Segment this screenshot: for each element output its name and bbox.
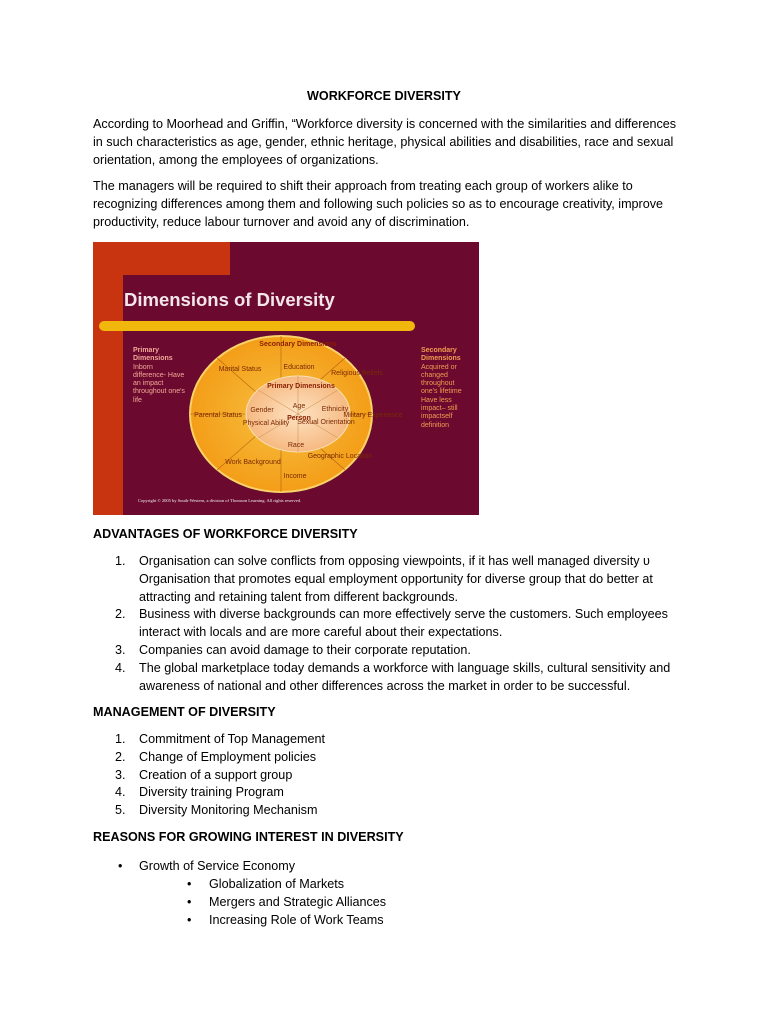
list-item: 2. Change of Employment policies [115, 749, 317, 764]
label-work-background: Work Background [225, 459, 281, 466]
dimensions-of-diversity-figure [93, 242, 479, 515]
advantages-list [93, 553, 683, 695]
intro-paragraph-2: The managers will be required to shift their approach from treating each group of workers alike to recognizing differences among them and following such policies so as to encourage creativity, improve productivity, reduce labour turnover and avoid any of discrimination. [93, 179, 664, 229]
label-geographic-location: Geographic Location [307, 453, 373, 460]
label-marital-status: Marital Status [218, 366, 262, 373]
advantages-heading: ADVANTAGES OF WORKFORCE DIVERSITY [93, 527, 358, 541]
management-list [93, 731, 683, 820]
label-parental-status: Parental Status [194, 412, 242, 419]
page-title: WORKFORCE DIVERSITY [307, 89, 461, 103]
label-income: Income [283, 473, 307, 480]
label-religious-beliefs: Religious Beliefs [331, 370, 383, 377]
primary-ring-label: Primary Dimensions [267, 383, 335, 390]
label-age: Age [292, 403, 306, 410]
label-physical-ability: Physical Ability [242, 420, 290, 427]
figure-copyright: Copyright © 2005 by South-Western, a division of Thomson Learning. All rights reserved. [138, 498, 302, 503]
primary-side-note: Primary Dimensions Inborn difference- Have an impact throughout one's life [133, 347, 185, 404]
secondary-ring-label: Secondary Dimensions [259, 341, 337, 348]
reasons-list [93, 857, 683, 929]
list-item: 3. Companies can avoid damage to their corporate reputation. [115, 642, 471, 657]
dimensions-wheel [93, 242, 479, 515]
list-item: 5. Diversity Monitoring Mechanism [115, 803, 318, 818]
reasons-heading: REASONS FOR GROWING INTEREST IN DIVERSITY [93, 830, 404, 844]
list-item: • Increasing Role of Work Teams [187, 913, 384, 927]
list-item: 1. Organisation can solve conflicts from opposing viewpoints, if it has well managed diversity υ Organisation that promotes equal employment opportunity for diverse group that do better at attracting and retaining talent from different backgrounds. [115, 554, 653, 604]
intro-paragraph-1: According to Moorhead and Griffin, “Workforce diversity is concerned with the similarities and differences in such characteristics as age, gender, ethnic heritage, physical abilities and disabilities, race and sexual orientation, among the employees of organizations. [93, 117, 677, 167]
list-item: • Growth of Service Economy [118, 859, 296, 873]
label-person: Person [287, 415, 311, 422]
list-item: 1. Commitment of Top Management [115, 732, 325, 746]
list-item: 3. Creation of a support group [115, 767, 293, 782]
list-item: 4. Diversity training Program [115, 785, 284, 800]
label-sexual-orientation: Sexual Orientation [297, 419, 355, 426]
label-gender: Gender [250, 407, 274, 414]
label-ethnicity: Ethnicity [321, 406, 349, 413]
figure-title: Dimensions of Diversity [124, 289, 335, 310]
list-item: • Mergers and Strategic Alliances [187, 895, 387, 909]
label-military-experience: Military Experience [343, 412, 403, 419]
management-heading: MANAGEMENT OF DIVERSITY [93, 705, 276, 719]
list-item: • Globalization of Markets [187, 877, 345, 891]
label-education: Education [283, 364, 315, 371]
secondary-side-note: Secondary Dimensions Acquired or changed throughout one's lifetime Have less impact– still impactself definition [421, 347, 462, 429]
list-item: 2. Business with diverse backgrounds can more effectively serve the customers. Such employees interact with locals and are more careful about their expectations. [115, 607, 668, 640]
label-race: Race [287, 442, 305, 449]
list-item: 4. The global marketplace today demands a workforce with language skills, cultural sensitivity and awareness of national and other differences across the market in order to be successful. [115, 660, 671, 693]
